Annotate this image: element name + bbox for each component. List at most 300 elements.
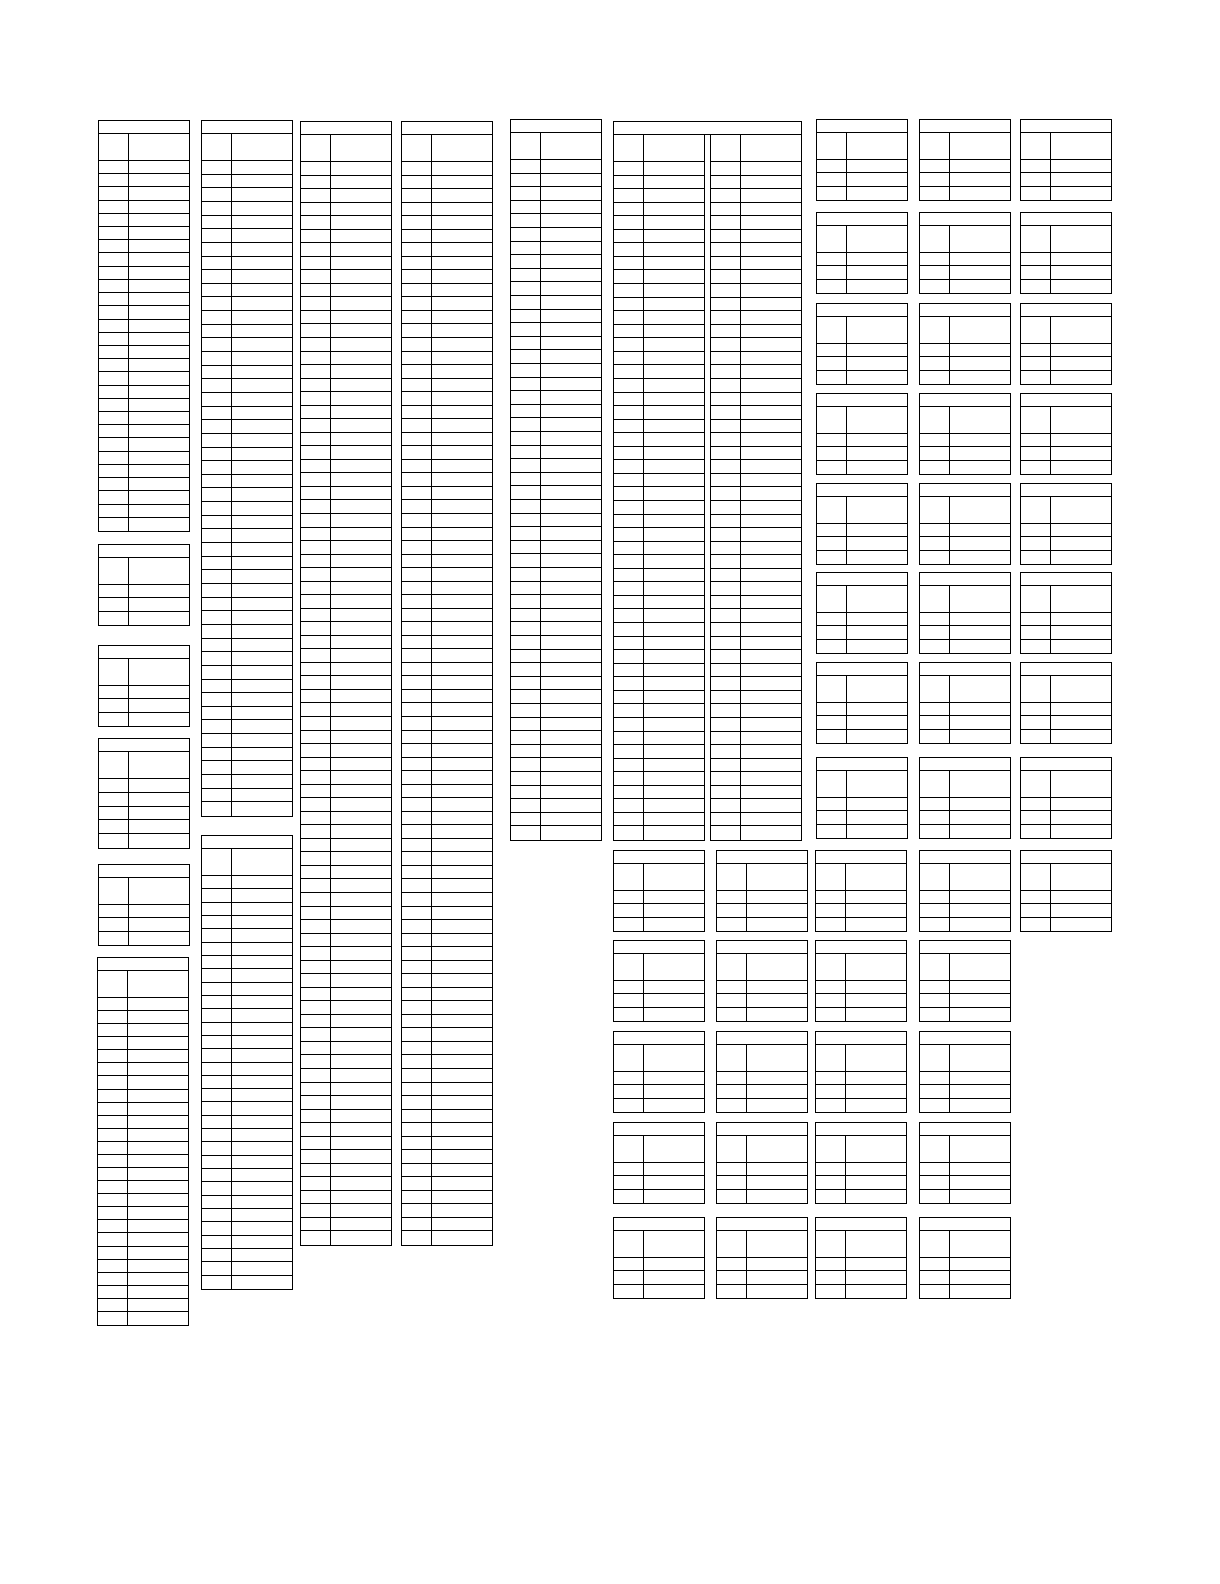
- column-divider: [949, 1231, 950, 1298]
- column-divider: [1050, 497, 1051, 564]
- table-row: [711, 284, 801, 298]
- column-divider: [846, 676, 847, 743]
- small-table: [919, 662, 1011, 744]
- table-row: [614, 298, 704, 312]
- table-row: [99, 320, 189, 333]
- table-row: [402, 1110, 492, 1124]
- table-row: [614, 474, 704, 488]
- table-row: [202, 1102, 292, 1115]
- table-row: [614, 732, 704, 746]
- table-row: [402, 771, 492, 785]
- column-divider: [128, 659, 129, 726]
- table-row: [817, 825, 907, 838]
- table-row: [301, 555, 391, 569]
- table-row: [511, 813, 601, 827]
- table-row: [711, 813, 801, 827]
- table-row: [920, 1285, 1010, 1298]
- table-row: [402, 758, 492, 772]
- table-row: [98, 1103, 188, 1116]
- table-row: [511, 228, 601, 242]
- table-row: [614, 1163, 704, 1176]
- table-row: [98, 1011, 188, 1024]
- table-row: [402, 352, 492, 366]
- table-row: [301, 500, 391, 514]
- column-divider: [1050, 771, 1051, 838]
- table-row: [614, 393, 704, 407]
- table-row: [717, 1258, 807, 1271]
- table-row: [614, 216, 704, 230]
- table-row: [202, 1276, 292, 1289]
- table-row: [614, 420, 704, 434]
- table-row: [614, 994, 704, 1007]
- table-header-row: [99, 752, 189, 779]
- table-header-row: [816, 864, 906, 891]
- small-table: [919, 850, 1011, 932]
- table-row: [614, 284, 704, 298]
- table-row: [301, 622, 391, 636]
- table-row: [717, 1190, 807, 1203]
- table-row: [98, 1207, 188, 1220]
- table-row: [711, 637, 801, 651]
- table-row: [711, 257, 801, 271]
- table-row: [301, 528, 391, 542]
- table-row: [920, 1085, 1010, 1098]
- table-row: [511, 663, 601, 677]
- table-row: [301, 1150, 391, 1164]
- table-row: [614, 799, 704, 813]
- column-divider: [330, 135, 331, 1245]
- table-row: [402, 1191, 492, 1205]
- table-row: [99, 478, 189, 491]
- table-row: [817, 447, 907, 460]
- table-row: [301, 798, 391, 812]
- table-row: [711, 433, 801, 447]
- table-row: [920, 1190, 1010, 1203]
- column-divider: [949, 133, 950, 200]
- table-title-row: [202, 836, 292, 849]
- table-row: [711, 596, 801, 610]
- table-row: [301, 852, 391, 866]
- table-row: [202, 584, 292, 598]
- table-header-row: [920, 954, 1010, 981]
- table-header-row: [920, 1231, 1010, 1258]
- table-row: [99, 465, 189, 478]
- table-row: [920, 798, 1010, 811]
- table-row: [202, 393, 292, 407]
- table-header-row: [301, 135, 391, 162]
- table-title-row: [920, 573, 1010, 586]
- table-row: [301, 690, 391, 704]
- table-row: [402, 744, 492, 758]
- table-row: [1021, 551, 1111, 564]
- small-table: [716, 940, 808, 1022]
- table-row: [301, 487, 391, 501]
- table-row: [99, 267, 189, 280]
- table-row: [202, 543, 292, 557]
- table-row: [99, 161, 189, 174]
- table-row: [301, 1231, 391, 1245]
- column-divider: [746, 954, 747, 1021]
- table-row: [614, 1085, 704, 1098]
- table-row: [816, 891, 906, 904]
- table-row: [402, 230, 492, 244]
- table-row: [202, 1209, 292, 1222]
- table-title-row: [511, 120, 601, 133]
- table-title-row: [920, 851, 1010, 864]
- table-row: [920, 703, 1010, 716]
- table-title-row: [614, 1032, 704, 1045]
- small-table: [816, 303, 908, 385]
- table-row: [202, 1236, 292, 1249]
- table-row: [711, 718, 801, 732]
- table-row: [711, 379, 801, 393]
- column-divider: [949, 407, 950, 474]
- column-divider: [231, 849, 232, 1289]
- table-row: [202, 611, 292, 625]
- table-row: [98, 1142, 188, 1155]
- table-row: [817, 344, 907, 357]
- table-row: [511, 255, 601, 269]
- table-row: [301, 460, 391, 474]
- table-title-row: [817, 573, 907, 586]
- table-row: [614, 203, 704, 217]
- table-row: [711, 325, 801, 339]
- small-table: [816, 119, 908, 201]
- table-header-row: [920, 864, 1010, 891]
- column-divider: [845, 1231, 846, 1298]
- table-header-row: [1021, 864, 1111, 891]
- table-row: [301, 216, 391, 230]
- table-header-row: [614, 1231, 704, 1258]
- table-row: [202, 529, 292, 543]
- table-row: [202, 903, 292, 916]
- table-row: [920, 253, 1010, 266]
- table-row: [817, 626, 907, 639]
- table-row: [202, 161, 292, 175]
- table-row: [202, 270, 292, 284]
- small-table: [1020, 303, 1112, 385]
- table-header-row: [817, 226, 907, 253]
- table-row: [920, 904, 1010, 917]
- table-header-row: [717, 864, 807, 891]
- table-row: [817, 266, 907, 279]
- table-row: [614, 311, 704, 325]
- table-title-row: [920, 758, 1010, 771]
- table-row: [920, 280, 1010, 293]
- table-row: [614, 691, 704, 705]
- table-row: [99, 807, 189, 821]
- table-row: [711, 582, 801, 596]
- table-title-row: [816, 851, 906, 864]
- table-row: [511, 527, 601, 541]
- column-divider: [949, 954, 950, 1021]
- table-row: [511, 514, 601, 528]
- table-row: [817, 187, 907, 200]
- table-title-row: [920, 1218, 1010, 1231]
- table-row: [402, 392, 492, 406]
- column-divider: [846, 771, 847, 838]
- table-row: [402, 257, 492, 271]
- table-row: [99, 686, 189, 699]
- table-row: [511, 337, 601, 351]
- table-header-row: [817, 676, 907, 703]
- table-row: [711, 691, 801, 705]
- table-row: [402, 528, 492, 542]
- table-row: [402, 947, 492, 961]
- column-divider: [846, 586, 847, 653]
- table-row: [402, 663, 492, 677]
- table-header-row: [1021, 676, 1111, 703]
- small-table: [919, 1217, 1011, 1299]
- column-divider: [643, 1231, 644, 1298]
- table-title-row: [202, 121, 292, 134]
- table-row: [98, 1181, 188, 1194]
- table-row: [614, 786, 704, 800]
- table-row: [98, 1286, 188, 1299]
- table-row: [511, 296, 601, 310]
- table-row: [402, 920, 492, 934]
- table-row: [614, 379, 704, 393]
- table-row: [301, 1001, 391, 1015]
- table-a3: [98, 645, 190, 727]
- table-row: [614, 270, 704, 284]
- table-title-row: [817, 394, 907, 407]
- table-row: [711, 501, 801, 515]
- table-row: [402, 555, 492, 569]
- table-row: [402, 1083, 492, 1097]
- small-table: [816, 483, 908, 565]
- table-title-row: [717, 1032, 807, 1045]
- table-a5: [98, 864, 190, 946]
- table-row: [711, 745, 801, 759]
- table-row: [717, 1008, 807, 1021]
- table-row: [816, 981, 906, 994]
- table-title-row: [717, 941, 807, 954]
- table-title-row: [920, 304, 1010, 317]
- small-table: [919, 303, 1011, 385]
- table-row: [511, 418, 601, 432]
- table-row: [817, 613, 907, 626]
- table-row: [816, 994, 906, 1007]
- table-row: [202, 983, 292, 996]
- table-header-row: [614, 954, 704, 981]
- table-row: [614, 664, 704, 678]
- small-table: [716, 1217, 808, 1299]
- table-row: [301, 1218, 391, 1232]
- table-row: [202, 969, 292, 982]
- table-row: [202, 1196, 292, 1209]
- table-row: [816, 1163, 906, 1176]
- table-row: [920, 371, 1010, 384]
- table-header-row: [717, 1045, 807, 1072]
- table-row: [817, 716, 907, 729]
- table-row: [614, 257, 704, 271]
- table-row: [202, 720, 292, 734]
- table-row: [301, 1137, 391, 1151]
- table-b1: [201, 120, 293, 817]
- small-table: [1020, 572, 1112, 654]
- table-row: [98, 1037, 188, 1050]
- table-row: [711, 609, 801, 623]
- table-row: [301, 257, 391, 271]
- table-row: [202, 1169, 292, 1182]
- table-title-row: [817, 120, 907, 133]
- table-title-row: [817, 213, 907, 226]
- table-row: [817, 280, 907, 293]
- table-row: [98, 1247, 188, 1260]
- table-row: [301, 203, 391, 217]
- table-row: [402, 879, 492, 893]
- table-row: [202, 876, 292, 889]
- table-row: [1021, 187, 1111, 200]
- column-divider: [846, 407, 847, 474]
- table-header-row: [817, 407, 907, 434]
- table-row: [614, 623, 704, 637]
- table-row: [301, 1177, 391, 1191]
- table-row: [202, 652, 292, 666]
- column-divider: [949, 1045, 950, 1112]
- table-row: [711, 474, 801, 488]
- table-row: [511, 174, 601, 188]
- table-row: [402, 1096, 492, 1110]
- table-row: [614, 1008, 704, 1021]
- table-title-row: [817, 304, 907, 317]
- column-divider: [949, 1136, 950, 1203]
- table-row: [402, 433, 492, 447]
- table-row: [99, 412, 189, 425]
- table-row: [511, 704, 601, 718]
- table-row: [202, 557, 292, 571]
- table-title-row: [99, 545, 189, 558]
- table-row: [402, 676, 492, 690]
- table-row: [816, 1008, 906, 1021]
- table-row: [817, 371, 907, 384]
- table-row: [202, 175, 292, 189]
- table-row: [301, 947, 391, 961]
- table-row: [511, 677, 601, 691]
- table-row: [301, 1055, 391, 1069]
- small-table: [919, 119, 1011, 201]
- table-header-row: [1021, 497, 1111, 524]
- table-row: [920, 1072, 1010, 1085]
- table-row: [711, 515, 801, 529]
- small-table: [716, 1031, 808, 1113]
- table-row: [402, 649, 492, 663]
- table-row: [99, 820, 189, 834]
- column-divider: [643, 1045, 644, 1112]
- table-row: [920, 730, 1010, 743]
- table-title-row: [920, 663, 1010, 676]
- table-row: [202, 598, 292, 612]
- table-row: [301, 270, 391, 284]
- table-row: [711, 162, 801, 176]
- small-table: [815, 940, 907, 1022]
- table-row: [920, 357, 1010, 370]
- table-row: [1021, 447, 1111, 460]
- table-row: [202, 1009, 292, 1022]
- table-row: [614, 1271, 704, 1284]
- table-row: [511, 595, 601, 609]
- table-row: [301, 406, 391, 420]
- table-row: [301, 1204, 391, 1218]
- table-row: [920, 716, 1010, 729]
- table-header-row: [817, 133, 907, 160]
- table-title-row: [1021, 394, 1111, 407]
- table-row: [402, 595, 492, 609]
- table-row: [301, 338, 391, 352]
- table-row: [920, 1271, 1010, 1284]
- table-row: [711, 420, 801, 434]
- table-row: [301, 1164, 391, 1178]
- table-header-row: [816, 1136, 906, 1163]
- table-row: [511, 541, 601, 555]
- table-title-row: [816, 1032, 906, 1045]
- table-row: [202, 956, 292, 969]
- table-row: [817, 640, 907, 653]
- table-row: [202, 475, 292, 489]
- table-c1: [300, 121, 392, 1246]
- table-row: [511, 799, 601, 813]
- table-row: [614, 677, 704, 691]
- table-row: [614, 569, 704, 583]
- table-row: [301, 311, 391, 325]
- table-row: [511, 582, 601, 596]
- table-row: [301, 176, 391, 190]
- table-title-row: [717, 1123, 807, 1136]
- table-row: [202, 325, 292, 339]
- table-row: [511, 364, 601, 378]
- table-row: [817, 551, 907, 564]
- column-divider: [1050, 133, 1051, 200]
- table-row: [202, 707, 292, 721]
- table-row: [1021, 904, 1111, 917]
- table-row: [301, 961, 391, 975]
- table-row: [614, 1072, 704, 1085]
- table-row: [717, 981, 807, 994]
- table-row: [202, 352, 292, 366]
- table-row: [202, 243, 292, 257]
- column-divider: [845, 864, 846, 931]
- table-row: [202, 734, 292, 748]
- table-row: [98, 1233, 188, 1246]
- table-row: [402, 961, 492, 975]
- table-title-row: [99, 865, 189, 878]
- table-title-row: [920, 213, 1010, 226]
- table-header-row: [920, 317, 1010, 344]
- table-row: [301, 866, 391, 880]
- table-row: [511, 650, 601, 664]
- column-divider: [949, 676, 950, 743]
- table-row: [711, 447, 801, 461]
- table-row: [99, 254, 189, 267]
- column-divider: [1050, 676, 1051, 743]
- table-row: [402, 406, 492, 420]
- table-row: [402, 690, 492, 704]
- table-row: [99, 214, 189, 227]
- table-row: [98, 1299, 188, 1312]
- table-row: [1021, 173, 1111, 186]
- table-row: [98, 1129, 188, 1142]
- column-divider: [1050, 317, 1051, 384]
- table-row: [816, 1176, 906, 1189]
- table-row: [202, 489, 292, 503]
- small-table: [919, 1122, 1011, 1204]
- table-row: [402, 1150, 492, 1164]
- table-row: [1021, 891, 1111, 904]
- table-row: [614, 1099, 704, 1112]
- table-row: [511, 432, 601, 446]
- column-divider: [231, 134, 232, 816]
